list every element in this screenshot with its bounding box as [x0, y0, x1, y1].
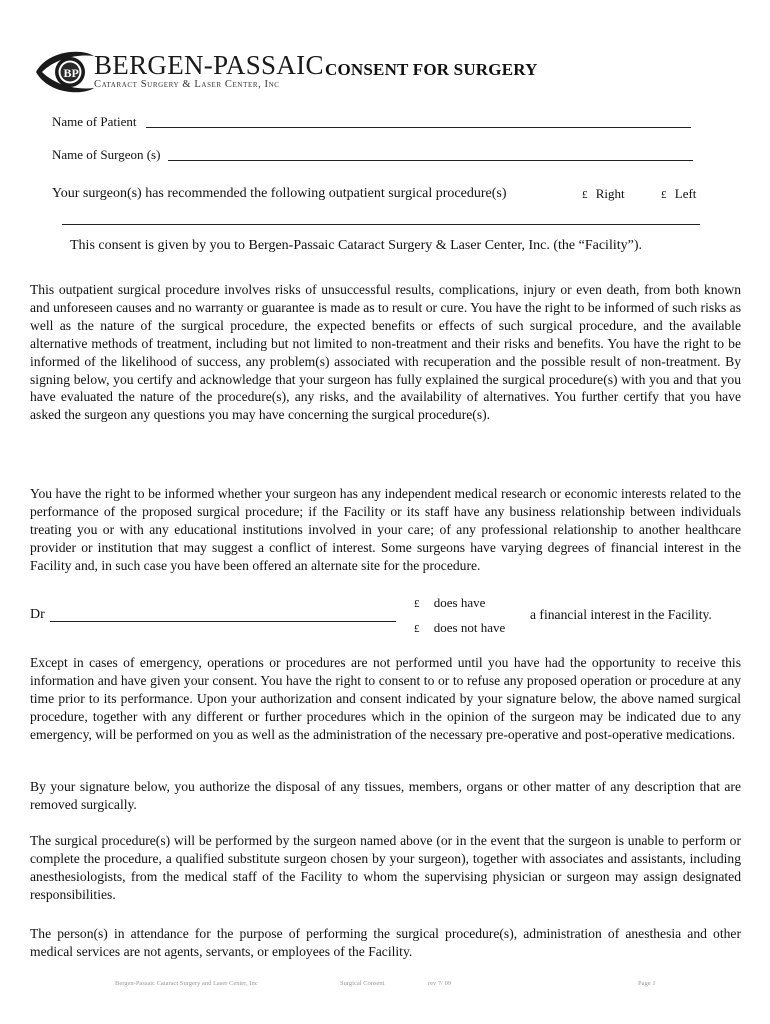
patient-name-field[interactable]	[146, 127, 691, 128]
does-have-label: does have	[433, 595, 486, 610]
consent-statement: This consent is given by you to Bergen-Passaic Cataract Surgery & Laser Center, Inc. (the “Facility”).	[70, 238, 642, 253]
footer-page-number: Page 1	[638, 980, 656, 987]
does-not-have-option[interactable]	[414, 620, 505, 636]
right-checkbox-icon[interactable]: £	[582, 189, 588, 201]
logo-subtitle: Cataract Surgery & Laser Center, Inc	[94, 79, 280, 90]
does-have-option[interactable]	[414, 595, 485, 611]
substitute-paragraph: The surgical procedure(s) will be performed by the surgeon named above (or in the event that the surgeon is unable to perform or complete the procedure, a qualified substitute surgeon chosen by your surgeon), together with associates and assistants, including anesthesiologists, from the medical staff of the Facility to whom the supervising physician or surgeon may assign designated responsibilities.	[30, 833, 741, 902]
surgeon-name-label: Name of Surgeon (s)	[52, 147, 161, 162]
disposal-paragraph: By your signature below, you authorize the disposal of any tissues, members, organs or other matter of any description that are removed surgically.	[30, 779, 741, 812]
right-eye-option[interactable]	[582, 186, 625, 202]
procedure-field[interactable]	[62, 224, 700, 225]
right-label: Right	[595, 186, 625, 201]
left-label: Left	[674, 186, 697, 201]
company-logo	[34, 46, 324, 98]
procedure-label: Your surgeon(s) has recommended the following outpatient surgical procedure(s)	[52, 186, 507, 201]
financial-interest-suffix: a financial interest in the Facility.	[530, 607, 712, 622]
does-not-have-checkbox-icon[interactable]: £	[414, 623, 420, 635]
left-eye-option[interactable]	[661, 186, 696, 202]
attendance-paragraph: The person(s) in attendance for the purpose of performing the surgical procedure(s), administration of anesthesia and other medical services are not agents, servants, or employees of the Facility.	[30, 926, 741, 959]
dr-label: Dr	[30, 607, 45, 622]
page-title: CONSENT FOR SURGERY	[325, 60, 538, 79]
emergency-paragraph: Except in cases of emergency, operations or procedures are not performed until you have had the opportunity to receive this information and have given your consent. You have the right to consent to or to refuse any proposed operation or procedure at any time prior to its performance. Upon your authorization and consent indicated by your signature below, the above named surgical procedure, together with any different or further procedures which in the opinion of the surgeon may be indicated due to any emergency, will be performed on you as well as the administration of the necessary pre-operative and post-operative medications.	[30, 655, 741, 742]
svg-text:BP: BP	[63, 66, 79, 80]
footer-revision: rev 7/ 09	[428, 980, 452, 987]
footer-org: Bergen-Passaic Cataract Surgery and Laser Center, Inc	[115, 980, 258, 987]
patient-name-label: Name of Patient	[52, 114, 137, 129]
does-not-have-label: does not have	[433, 620, 506, 635]
interests-paragraph: You have the right to be informed whether your surgeon has any independent medical research or economic interests related to the performance of the proposed surgical procedure; if the Facility or its staff have any business relationship between individuals treating you or with any educational institutions involved in your care; of any professional relationship to another healthcare provider or institution that may suggest a conflict of interest. Some surgeons have varying degrees of financial interest in the Facility and, in such case you have been offered an alternate site for the procedure.	[30, 486, 741, 573]
logo-name: BERGEN-PASSAIC	[94, 50, 324, 80]
dr-name-field[interactable]	[50, 621, 396, 622]
surgeon-name-field[interactable]	[168, 160, 693, 161]
risks-paragraph: This outpatient surgical procedure involves risks of unsuccessful results, complications, injury or even death, from both known and unforeseen causes and no warranty or guarantee is made as to result or cure. You have the right to be informed of such risks as well as the nature of the surgical procedure, the expected benefits or effects of such surgical procedure, and the available alternative methods of treatment, including but not limited to non-treatment and their risks and benefits. You have the right to be informed of the likelihood of success, any problem(s) associated with recuperation and the possible result of non-treatment. By signing below, you certify and acknowledge that your surgeon has fully explained the surgical procedure(s) with you and that you have evaluated the nature of the procedure(s), any risks, and the availability of alternatives. You further certify that you have asked the surgeon any questions you may have concerning the surgical procedure(s).	[30, 282, 741, 423]
does-have-checkbox-icon[interactable]: £	[414, 598, 420, 610]
footer-form-name: Surgical Consent	[340, 980, 385, 987]
left-checkbox-icon[interactable]: £	[661, 189, 667, 201]
eye-logo-icon	[34, 46, 96, 98]
